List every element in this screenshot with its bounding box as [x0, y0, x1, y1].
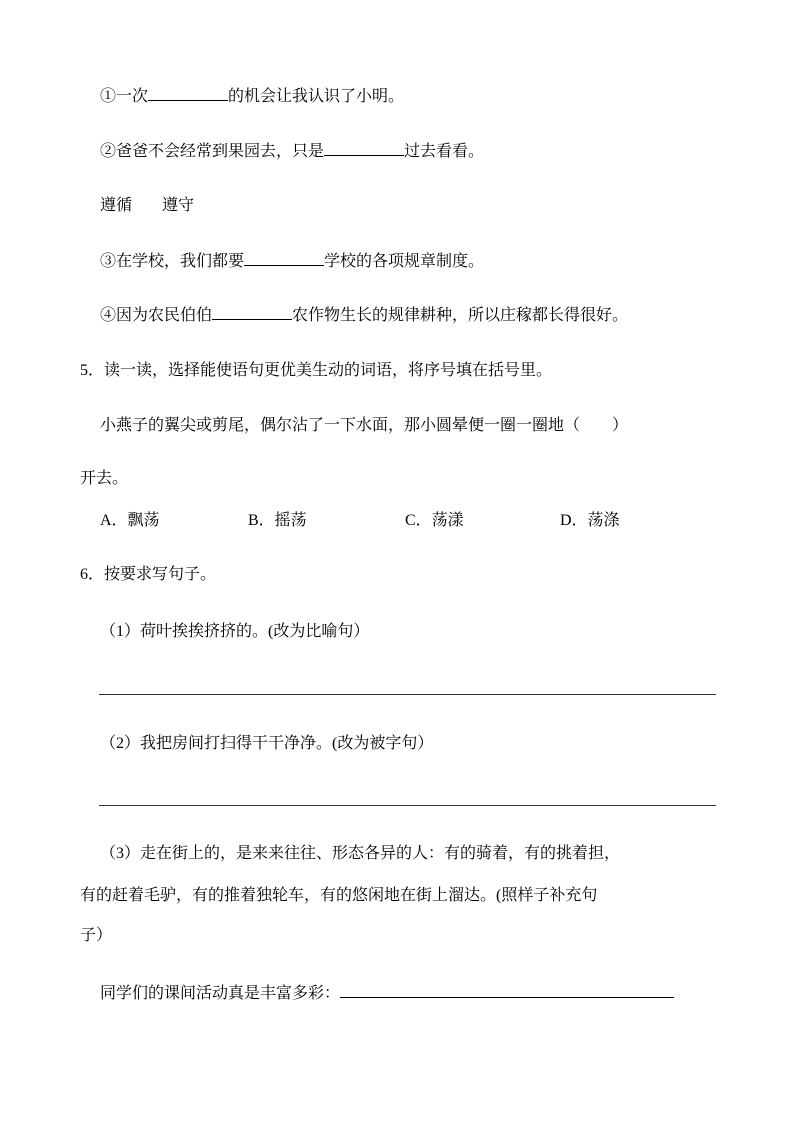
question-6-part-3-prompt — [100, 981, 674, 1004]
sentence-1 — [100, 86, 404, 107]
question-6-title: 6．按要求写句子。 — [80, 566, 217, 583]
option-a[interactable]: A．飘荡 — [100, 512, 160, 529]
prompt-text: 同学们的课间活动真是丰富多彩： — [100, 985, 341, 1002]
sentence-3-end: 学校的各项规章制度。 — [324, 253, 485, 270]
question-6-part-1: （1）荷叶挨挨挤挤的。(改为比喻句） — [100, 623, 370, 640]
sentence-3-start: ③在学校，我们都要 — [100, 253, 245, 270]
question-6-part-3-line-3: 子） — [80, 927, 113, 944]
blank-3[interactable] — [244, 251, 324, 266]
answer-line-1[interactable] — [99, 694, 716, 695]
blank-4[interactable] — [212, 305, 292, 320]
word-choices — [100, 196, 194, 216]
word-choice-1: 遵循 — [100, 197, 133, 214]
question-5-title: 5．读一读，选择能使语句更优美生动的词语，将序号填在括号里。 — [80, 362, 553, 379]
sentence-2-start: ②爸爸不会经常到果园去，只是 — [100, 143, 325, 160]
sentence-4 — [100, 305, 628, 326]
question-6-part-3-line-2: 有的赶着毛驴，有的推着独轮车，有的悠闲地在街上溜达。(照样子补充句 — [80, 887, 598, 904]
sentence-4-end: 农作物生长的规律耕种，所以庄稼都长得很好。 — [292, 307, 629, 324]
sentence-1-start: ①一次 — [100, 88, 149, 105]
option-d[interactable]: D．荡涤 — [560, 512, 620, 529]
question-6-part-3-line-1: （3）走在街上的，是来来往往、形态各异的人：有的骑着，有的挑着担， — [100, 845, 621, 862]
question-5-passage-line-1: 小燕子的翼尖或剪尾，偶尔沾了一下水面，那小圆晕便一圈一圈地（ ） — [100, 417, 629, 434]
sentence-2-end: 过去看看。 — [404, 143, 485, 160]
sentence-3 — [100, 251, 484, 272]
blank-1[interactable] — [148, 86, 228, 101]
answer-line-2[interactable] — [99, 805, 716, 806]
question-6-part-2: （2）我把房间打扫得干干净净。(改为被字句） — [100, 735, 434, 752]
sentence-1-end: 的机会让我认识了小明。 — [228, 88, 405, 105]
sentence-2 — [100, 141, 484, 162]
answer-line-3[interactable] — [340, 981, 674, 998]
option-c[interactable]: C．荡漾 — [405, 512, 464, 529]
option-b[interactable]: B．摇荡 — [248, 512, 307, 529]
blank-2[interactable] — [324, 141, 404, 156]
question-5-passage-line-2: 开去。 — [80, 470, 129, 487]
sentence-4-start: ④因为农民伯伯 — [100, 307, 213, 324]
word-choice-2: 遵守 — [162, 197, 195, 214]
